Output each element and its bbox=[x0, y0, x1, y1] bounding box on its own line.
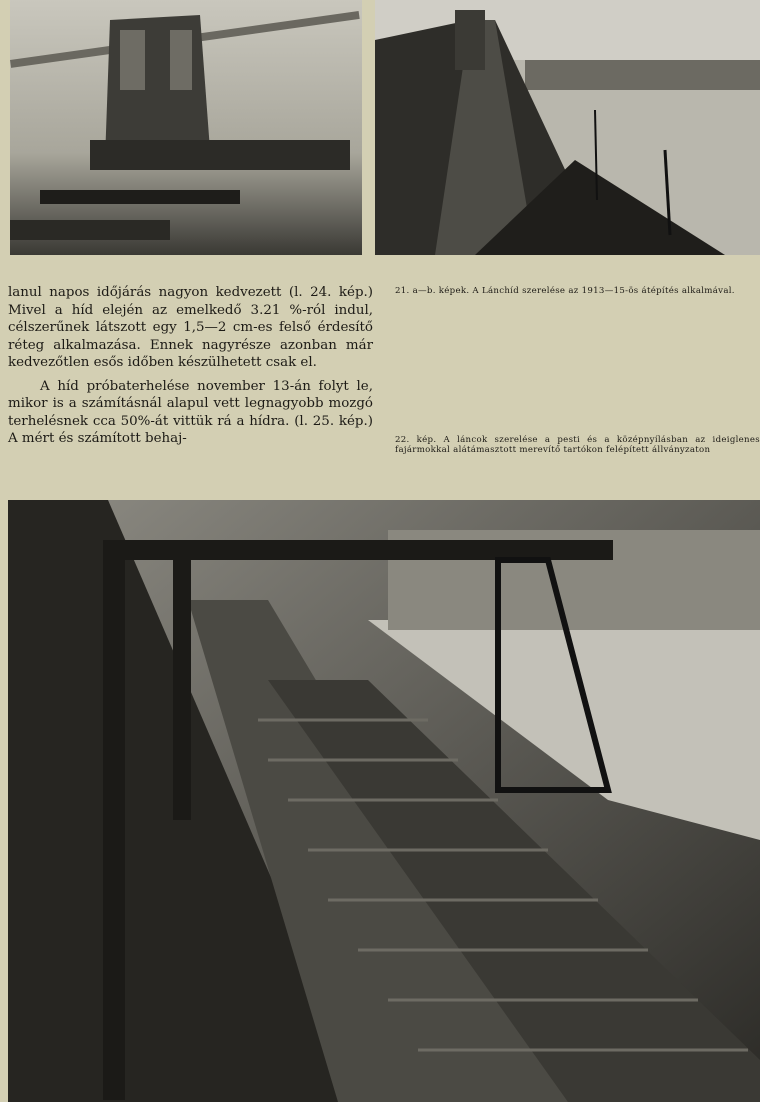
photo-21b-bridge-deck bbox=[375, 0, 760, 255]
caption-figure-21: 21. a—b. képek. A Lánchíd szerelése az 1913—15-ös átépítés alkalmával. bbox=[395, 286, 735, 296]
article-body bbox=[8, 284, 373, 448]
paragraph: lanul napos időjárás nagyon kedvezett (l. 24. kép.) Mivel a híd elején az emelkedő 3.21 %-ról indul, célszerűnek látszott egy 1,5—2 cm-es felső érdesítő réteg alkalmazása. Ennek nagyrésze azonban már kedvezőtlen esős időben készülhetett csak el. bbox=[8, 285, 373, 370]
photo-22-chain-assembly-scaffolding bbox=[8, 500, 760, 1102]
paragraph: A híd próbaterhelése november 13-án folyt le, mikor is a számításnál alapul vett legnagyobb mozgó terhelésnek cca 50%-át vittük rá a hídra. (l. 25. kép.) A mért és számított behaj- bbox=[8, 378, 373, 446]
photo-21a-chain-bridge-pier bbox=[10, 0, 362, 255]
caption-figure-22: 22. kép. A láncok szerelése a pesti és a középnyílásban az ideiglenes fajármokkal alátámasztott merevítő tartókon felépített állványzaton bbox=[395, 435, 760, 455]
